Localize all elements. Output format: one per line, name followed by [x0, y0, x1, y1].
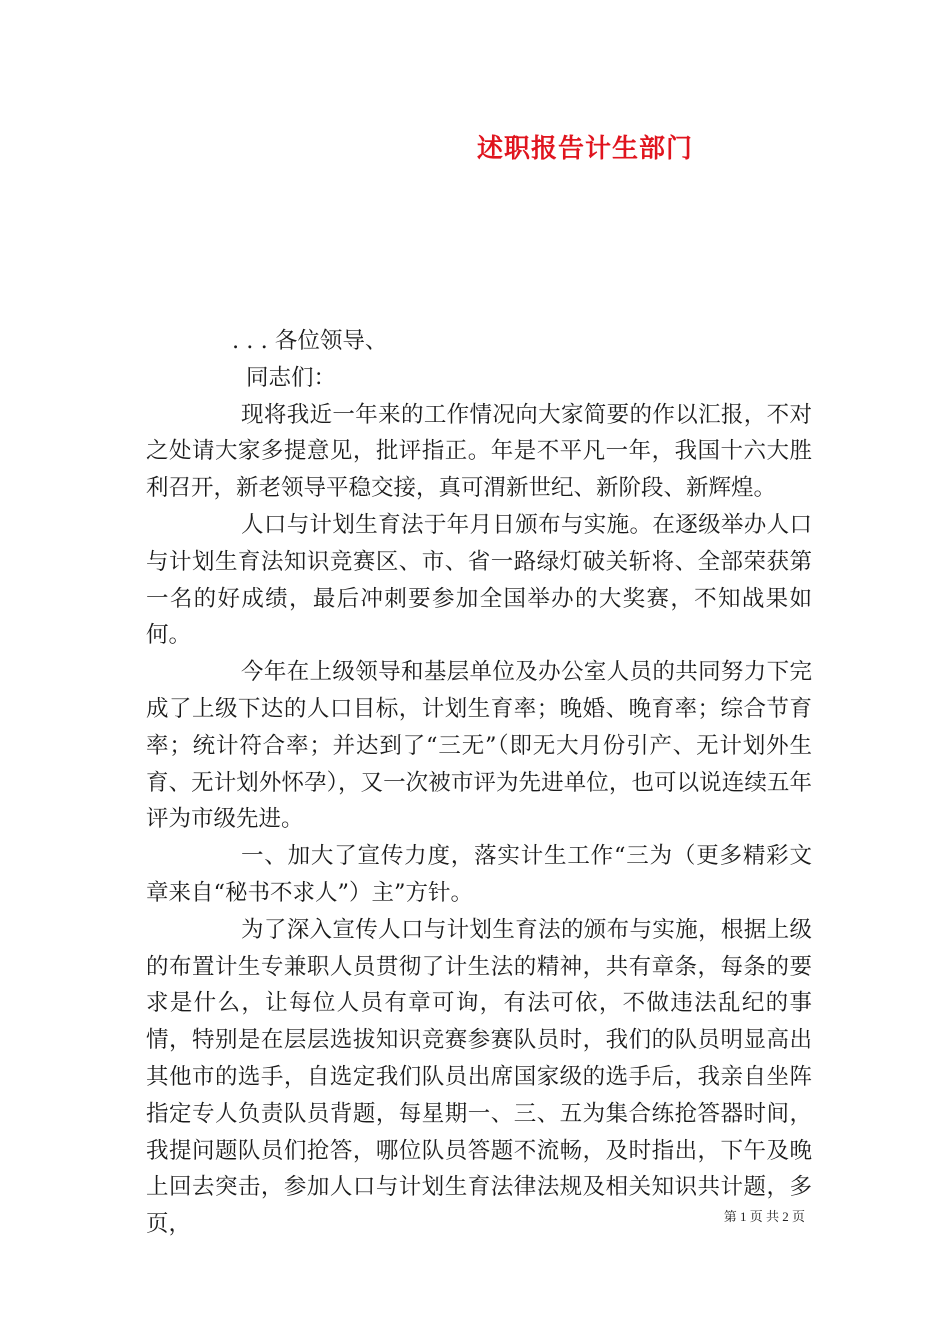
paragraph: 今年在上级领导和基层单位及办公室人员的共同努力下完成了上级下达的人口目标，计划生育率；晚婚、晚育率；综合节育率；统计符合率；并达到了“三无”（即无大月份引产、无计划外生育、无计划外怀孕），又一次被市评为先进单位，也可以说连续五年评为市级先进。 — [146, 659, 812, 833]
section-heading: 一、加大了宣传力度，落实计生工作“三为（更多精彩文章来自“秘书不求人”）主”方针。 — [146, 843, 812, 906]
document-body — [146, 323, 812, 1243]
paragraph: 人口与计划生育法于年月日颁布与实施。在逐级举办人口与计划生育法知识竞赛区、市、省一路绿灯破关斩将、全部荣获第一名的好成绩，最后冲刺要参加全国举办的大奖赛，不知战果如何。 — [146, 511, 812, 649]
salutation-leaders: . . . 各位领导、 — [232, 328, 388, 354]
salutation-comrades: 同志们： — [246, 364, 337, 391]
paragraph: 为了深入宣传人口与计划生育法的颁布与实施，根据上级的布置计生专兼职人员贯彻了计生法的精神，共有章条，每条的要求是什么，让每位人员有章可询，有法可依，不做违法乱纪的事情，特别是在层层选拔知识竞赛参赛队员时，我们的队员明显高出其他市的选手，自选定我们队员出席国家级的选手后，我亲自坐阵指定专人负责队员背题，每星期一、三、五为集合练抢答器时间，我提问题队员们抢答，哪位队员答题不流畅，及时指出，下午及晚上回去突击，参加人口与计划生育法律法规及相关知识共计题，多页， — [146, 916, 812, 1238]
paragraph: 现将我近一年来的工作情况向大家简要的作以汇报，不对之处请大家多提意见，批评指正。年是不平凡一年，我国十六大胜利召开，新老领导平稳交接，真可渭新世纪、新阶段、新辉煌。 — [146, 401, 812, 502]
page-number-footer: 第 1 页 共 2 页 — [723, 1209, 805, 1224]
document-title: 述职报告计生部门 — [476, 134, 693, 164]
